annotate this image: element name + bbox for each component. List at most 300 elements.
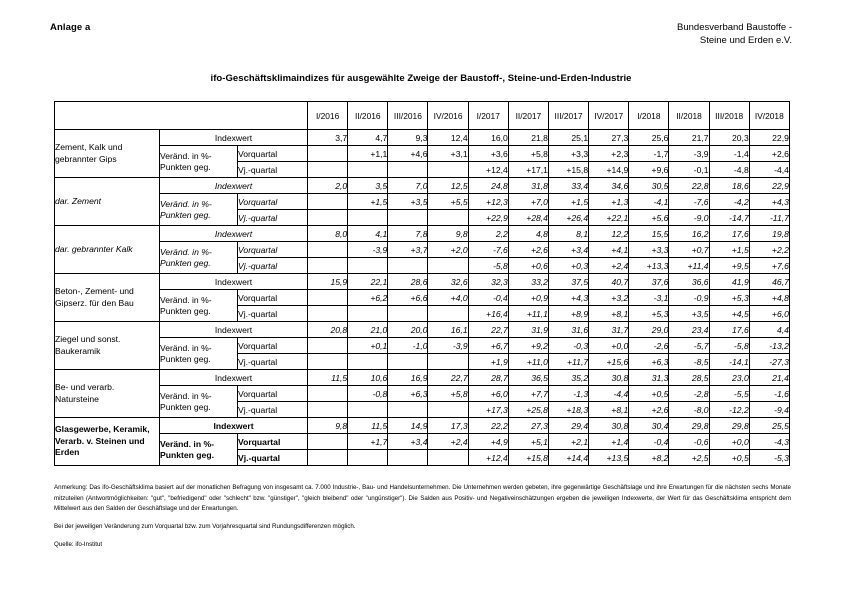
column-header-III-2016: III/2016	[388, 102, 428, 130]
cell-vorquartal-1-2: +3,5	[388, 194, 428, 210]
cell-index-1-2: 7,0	[388, 178, 428, 194]
cell-vjquartal-4-1	[348, 354, 388, 370]
data-table-container	[54, 101, 789, 466]
cell-index-2-7: 12,2	[589, 226, 629, 242]
column-header-III-2018: III/2018	[709, 102, 749, 130]
cell-vorquartal-0-0	[308, 146, 348, 162]
cell-index-3-6: 37,5	[548, 274, 588, 290]
cell-index-2-1: 4,1	[348, 226, 388, 242]
cell-index-0-1: 4,7	[348, 130, 388, 146]
cell-index-5-10: 23,0	[709, 370, 749, 386]
cell-vjquartal-5-2	[388, 402, 428, 418]
cell-vorquartal-1-3: +5,5	[428, 194, 468, 210]
cell-vorquartal-5-4: +6,0	[468, 386, 508, 402]
cell-vorquartal-0-4: +3,6	[468, 146, 508, 162]
cell-vjquartal-1-0	[308, 210, 348, 226]
cell-vorquartal-1-11: +4,3	[749, 194, 789, 210]
cell-vjquartal-1-2	[388, 210, 428, 226]
sublabel-indexwert-5: Indexwert	[160, 370, 308, 386]
cell-index-1-6: 33,4	[548, 178, 588, 194]
sublabel-vorquartal-5: Vorquartal	[238, 386, 308, 402]
organization-name	[677, 22, 792, 48]
cell-vorquartal-6-9: -0,6	[669, 434, 709, 450]
cell-index-3-0: 15,9	[308, 274, 348, 290]
cell-vorquartal-2-0	[308, 242, 348, 258]
sublabel-vorquartal-1: Vorquartal	[238, 194, 308, 210]
cell-vjquartal-0-9: -0,1	[669, 162, 709, 178]
cell-vorquartal-6-6: +2,1	[548, 434, 588, 450]
cell-vjquartal-0-3	[428, 162, 468, 178]
sublabel-veraenderung-1	[160, 194, 238, 226]
cell-vorquartal-1-6: +1,5	[548, 194, 588, 210]
cell-vorquartal-3-6: +4,3	[548, 290, 588, 306]
organization-line-1: Bundesverband Baustoffe -	[677, 22, 792, 33]
cell-vorquartal-3-4: -0,4	[468, 290, 508, 306]
cell-vjquartal-1-5: +28,4	[508, 210, 548, 226]
row-label-4: Ziegel und sonst. Baukeramik	[55, 322, 160, 370]
table-row	[55, 226, 790, 242]
cell-vorquartal-2-8: +3,3	[629, 242, 669, 258]
sublabel-vjquartal-6: Vj.-quartal	[238, 450, 308, 466]
cell-vorquartal-6-1: +1,7	[348, 434, 388, 450]
cell-vjquartal-4-7: +15,6	[589, 354, 629, 370]
cell-vorquartal-2-11: +2,2	[749, 242, 789, 258]
column-header-II-2016: II/2016	[348, 102, 388, 130]
cell-vjquartal-4-8: +6,3	[629, 354, 669, 370]
cell-vorquartal-2-1: -3,9	[348, 242, 388, 258]
cell-index-1-10: 18,6	[709, 178, 749, 194]
cell-vorquartal-2-10: +1,5	[709, 242, 749, 258]
veraenderung-line-2: Punkten geg.	[160, 161, 211, 172]
sublabel-veraenderung-6	[160, 434, 238, 466]
cell-index-6-11: 25,5	[749, 418, 789, 434]
cell-index-2-4: 2,2	[468, 226, 508, 242]
cell-vjquartal-1-7: +22,1	[589, 210, 629, 226]
cell-vorquartal-3-3: +4,0	[428, 290, 468, 306]
cell-index-2-9: 16,2	[669, 226, 709, 242]
cell-vorquartal-6-3: +2,4	[428, 434, 468, 450]
row-label-3: Beton-, Zement- und Gipserz. für den Bau	[55, 274, 160, 322]
table-header-row	[55, 102, 790, 130]
cell-vjquartal-6-8: +8,2	[629, 450, 669, 466]
cell-vorquartal-5-11: -1,6	[749, 386, 789, 402]
table-row	[55, 274, 790, 290]
cell-vjquartal-6-0	[308, 450, 348, 466]
cell-vjquartal-2-1	[348, 258, 388, 274]
table-row	[55, 194, 790, 210]
veraenderung-line-1: Veränd. in %-	[160, 294, 212, 305]
cell-vjquartal-6-10: +0,5	[709, 450, 749, 466]
sublabel-vjquartal-5: Vj.-quartal	[238, 402, 308, 418]
cell-vorquartal-6-10: +0,0	[709, 434, 749, 450]
table-header	[55, 102, 790, 130]
cell-index-5-9: 28,5	[669, 370, 709, 386]
cell-vorquartal-6-0	[308, 434, 348, 450]
cell-vorquartal-4-5: +9,2	[508, 338, 548, 354]
table-row	[55, 370, 790, 386]
cell-index-4-1: 21,0	[348, 322, 388, 338]
cell-vjquartal-3-11: +6,0	[749, 306, 789, 322]
cell-index-2-2: 7,8	[388, 226, 428, 242]
cell-vorquartal-0-7: +2,3	[589, 146, 629, 162]
table-row	[55, 146, 790, 162]
cell-vjquartal-5-1	[348, 402, 388, 418]
cell-index-0-2: 9,3	[388, 130, 428, 146]
cell-index-3-2: 28,6	[388, 274, 428, 290]
cell-vorquartal-6-4: +4,9	[468, 434, 508, 450]
cell-vjquartal-4-3	[428, 354, 468, 370]
cell-vjquartal-1-4: +22,9	[468, 210, 508, 226]
cell-vjquartal-6-11: -5,3	[749, 450, 789, 466]
cell-vorquartal-4-1: +0,1	[348, 338, 388, 354]
cell-index-2-11: 19,8	[749, 226, 789, 242]
cell-vjquartal-6-1	[348, 450, 388, 466]
cell-vorquartal-5-2: +6,3	[388, 386, 428, 402]
cell-index-3-11: 46,7	[749, 274, 789, 290]
sublabel-indexwert-2: Indexwert	[160, 226, 308, 242]
cell-index-6-0: 9,8	[308, 418, 348, 434]
row-label-0: Zement, Kalk und gebrannter Gips	[55, 130, 160, 178]
cell-vjquartal-4-9: -8,5	[669, 354, 709, 370]
cell-vorquartal-3-8: -3,1	[629, 290, 669, 306]
cell-vorquartal-4-7: +0,0	[589, 338, 629, 354]
cell-vjquartal-0-7: +14,9	[589, 162, 629, 178]
table-row	[55, 290, 790, 306]
cell-vjquartal-6-4: +12,4	[468, 450, 508, 466]
sublabel-indexwert-3: Indexwert	[160, 274, 308, 290]
cell-vjquartal-0-10: -4,8	[709, 162, 749, 178]
cell-index-3-5: 33,2	[508, 274, 548, 290]
cell-index-0-10: 20,3	[709, 130, 749, 146]
cell-index-4-10: 17,6	[709, 322, 749, 338]
cell-vjquartal-2-11: +7,6	[749, 258, 789, 274]
cell-index-0-8: 25,6	[629, 130, 669, 146]
row-label-2: dar. gebrannter Kalk	[55, 226, 160, 274]
veraenderung-line-1: Veränd. in %-	[160, 390, 212, 401]
cell-vjquartal-0-2	[388, 162, 428, 178]
cell-index-0-9: 21,7	[669, 130, 709, 146]
cell-vjquartal-4-4: +1,9	[468, 354, 508, 370]
cell-index-1-4: 24,8	[468, 178, 508, 194]
cell-vorquartal-3-5: +0,9	[508, 290, 548, 306]
veraenderung-line-2: Punkten geg.	[160, 401, 211, 412]
cell-vjquartal-0-11: -4,4	[749, 162, 789, 178]
cell-vorquartal-4-2: -1,0	[388, 338, 428, 354]
cell-vorquartal-1-4: +12,3	[468, 194, 508, 210]
sublabel-vjquartal-4: Vj.-quartal	[238, 354, 308, 370]
cell-index-6-2: 14,9	[388, 418, 428, 434]
table-row	[55, 418, 790, 434]
cell-vorquartal-6-8: -0,4	[629, 434, 669, 450]
cell-vjquartal-5-5: +25,8	[508, 402, 548, 418]
cell-vjquartal-5-4: +17,3	[468, 402, 508, 418]
table-row	[55, 434, 790, 450]
footnotes	[54, 483, 791, 550]
cell-vorquartal-5-0	[308, 386, 348, 402]
veraenderung-line-1: Veränd. in %-	[160, 150, 212, 161]
cell-vorquartal-1-5: +7,0	[508, 194, 548, 210]
cell-index-6-3: 17,3	[428, 418, 468, 434]
cell-index-2-8: 15,5	[629, 226, 669, 242]
header-blank-cell	[55, 102, 308, 130]
cell-index-4-9: 23,4	[669, 322, 709, 338]
table-row	[55, 322, 790, 338]
cell-index-4-8: 29,0	[629, 322, 669, 338]
cell-vjquartal-6-3	[428, 450, 468, 466]
cell-vjquartal-1-10: -14,7	[709, 210, 749, 226]
cell-vorquartal-2-5: +2,6	[508, 242, 548, 258]
cell-vorquartal-2-7: +4,1	[589, 242, 629, 258]
cell-vorquartal-5-8: +0,5	[629, 386, 669, 402]
cell-vjquartal-5-9: -8,0	[669, 402, 709, 418]
cell-index-6-7: 30,8	[589, 418, 629, 434]
cell-vjquartal-2-7: +2,4	[589, 258, 629, 274]
cell-vjquartal-2-10: +9,5	[709, 258, 749, 274]
sublabel-indexwert-0: Indexwert	[160, 130, 308, 146]
cell-vorquartal-2-3: +2,0	[428, 242, 468, 258]
column-header-IV-2016: IV/2016	[428, 102, 468, 130]
sublabel-vjquartal-0: Vj.-quartal	[238, 162, 308, 178]
cell-vorquartal-6-7: +1,4	[589, 434, 629, 450]
table-row	[55, 242, 790, 258]
cell-vjquartal-3-10: +4,5	[709, 306, 749, 322]
cell-index-5-4: 28,7	[468, 370, 508, 386]
cell-index-3-9: 36,6	[669, 274, 709, 290]
cell-vjquartal-4-5: +11,0	[508, 354, 548, 370]
sublabel-vjquartal-2: Vj.-quartal	[238, 258, 308, 274]
cell-index-3-7: 40,7	[589, 274, 629, 290]
cell-vjquartal-3-3	[428, 306, 468, 322]
cell-index-5-11: 21,4	[749, 370, 789, 386]
veraenderung-line-1: Veränd. in %-	[160, 246, 212, 257]
cell-index-1-5: 31,8	[508, 178, 548, 194]
cell-index-2-5: 4,8	[508, 226, 548, 242]
cell-index-4-0: 20,8	[308, 322, 348, 338]
cell-index-6-5: 27,3	[508, 418, 548, 434]
cell-vorquartal-4-3: -3,9	[428, 338, 468, 354]
column-header-I-2018: I/2018	[629, 102, 669, 130]
table-row	[55, 386, 790, 402]
cell-vorquartal-0-10: -1,4	[709, 146, 749, 162]
cell-index-2-10: 17,6	[709, 226, 749, 242]
cell-vjquartal-4-2	[388, 354, 428, 370]
cell-index-1-0: 2,0	[308, 178, 348, 194]
cell-vorquartal-3-2: +6,6	[388, 290, 428, 306]
ifo-index-table	[54, 101, 790, 466]
footnote-source: Quelle: ifo-Institut	[54, 540, 103, 548]
cell-vjquartal-3-9: +3,5	[669, 306, 709, 322]
cell-index-4-2: 20,0	[388, 322, 428, 338]
cell-vorquartal-0-3: +3,1	[428, 146, 468, 162]
cell-vorquartal-6-5: +5,1	[508, 434, 548, 450]
cell-vorquartal-0-9: -3,9	[669, 146, 709, 162]
cell-vjquartal-0-1	[348, 162, 388, 178]
cell-vorquartal-2-4: -7,6	[468, 242, 508, 258]
cell-index-3-1: 22,1	[348, 274, 388, 290]
cell-index-6-1: 11,5	[348, 418, 388, 434]
document-header	[50, 22, 792, 48]
cell-index-6-9: 29,8	[669, 418, 709, 434]
organization-line-2: Steine und Erden e.V.	[699, 34, 792, 46]
cell-vorquartal-3-0	[308, 290, 348, 306]
veraenderung-line-2: Punkten geg.	[160, 257, 211, 268]
cell-index-6-10: 29,8	[709, 418, 749, 434]
cell-vorquartal-4-6: -0,3	[548, 338, 588, 354]
cell-vorquartal-0-2: +4,6	[388, 146, 428, 162]
cell-index-1-1: 3,5	[348, 178, 388, 194]
cell-vorquartal-1-1: +1,5	[348, 194, 388, 210]
sublabel-vorquartal-2: Vorquartal	[238, 242, 308, 258]
veraenderung-line-1: Veränd. in %-	[160, 438, 214, 449]
cell-index-3-8: 37,6	[629, 274, 669, 290]
cell-vorquartal-2-2: +3,7	[388, 242, 428, 258]
cell-vjquartal-6-5: +15,8	[508, 450, 548, 466]
cell-index-1-7: 34,6	[589, 178, 629, 194]
column-header-I-2016: I/2016	[308, 102, 348, 130]
cell-index-4-5: 31,9	[508, 322, 548, 338]
cell-vorquartal-0-5: +5,8	[508, 146, 548, 162]
cell-vorquartal-3-7: +3,2	[589, 290, 629, 306]
cell-vjquartal-3-6: +8,9	[548, 306, 588, 322]
column-header-III-2017: III/2017	[548, 102, 588, 130]
cell-index-5-0: 11,5	[308, 370, 348, 386]
cell-vorquartal-5-10: -5,5	[709, 386, 749, 402]
cell-vorquartal-2-9: +0,7	[669, 242, 709, 258]
cell-index-0-7: 27,3	[589, 130, 629, 146]
cell-index-0-6: 25,1	[548, 130, 588, 146]
cell-index-1-9: 22,8	[669, 178, 709, 194]
cell-vjquartal-1-8: +5,6	[629, 210, 669, 226]
sublabel-veraenderung-2	[160, 242, 238, 274]
cell-index-2-3: 9,8	[428, 226, 468, 242]
cell-vorquartal-4-0	[308, 338, 348, 354]
veraenderung-line-1: Veränd. in %-	[160, 342, 212, 353]
cell-vjquartal-5-8: +2,6	[629, 402, 669, 418]
cell-vjquartal-0-5: +17,1	[508, 162, 548, 178]
sublabel-vorquartal-6: Vorquartal	[238, 434, 308, 450]
table-body	[55, 130, 790, 466]
sublabel-vorquartal-3: Vorquartal	[238, 290, 308, 306]
cell-vjquartal-6-2	[388, 450, 428, 466]
cell-vorquartal-5-9: -2,8	[669, 386, 709, 402]
cell-index-1-3: 12,5	[428, 178, 468, 194]
row-label-1: dar. Zement	[55, 178, 160, 226]
sublabel-veraenderung-3	[160, 290, 238, 322]
cell-vjquartal-1-9: -9,0	[669, 210, 709, 226]
cell-vjquartal-4-6: +11,7	[548, 354, 588, 370]
sublabel-vjquartal-1: Vj.-quartal	[238, 210, 308, 226]
veraenderung-line-2: Punkten geg.	[160, 305, 211, 316]
cell-vorquartal-4-11: -13,2	[749, 338, 789, 354]
cell-vorquartal-4-8: -2,6	[629, 338, 669, 354]
cell-vjquartal-2-2	[388, 258, 428, 274]
cell-index-0-0: 3,7	[308, 130, 348, 146]
cell-index-5-5: 36,5	[508, 370, 548, 386]
cell-vorquartal-5-6: -1,3	[548, 386, 588, 402]
cell-index-4-7: 31,7	[589, 322, 629, 338]
cell-vjquartal-5-6: +18,3	[548, 402, 588, 418]
cell-vorquartal-0-11: +2,6	[749, 146, 789, 162]
cell-vjquartal-2-5: +0,6	[508, 258, 548, 274]
cell-vjquartal-1-11: -11,7	[749, 210, 789, 226]
cell-vorquartal-3-9: -0,9	[669, 290, 709, 306]
cell-vorquartal-1-9: -7,6	[669, 194, 709, 210]
cell-vorquartal-1-0	[308, 194, 348, 210]
cell-vjquartal-4-11: -27,3	[749, 354, 789, 370]
cell-vjquartal-5-7: +8,1	[589, 402, 629, 418]
sublabel-veraenderung-4	[160, 338, 238, 370]
sublabel-indexwert-6: Indexwert	[160, 418, 308, 434]
cell-index-6-6: 29,4	[548, 418, 588, 434]
cell-vjquartal-1-1	[348, 210, 388, 226]
cell-vorquartal-3-11: +4,8	[749, 290, 789, 306]
cell-index-1-11: 22,9	[749, 178, 789, 194]
cell-vjquartal-5-3	[428, 402, 468, 418]
veraenderung-line-1: Veränd. in %-	[160, 198, 212, 209]
cell-vorquartal-0-8: -1,7	[629, 146, 669, 162]
cell-vjquartal-3-8: +5,3	[629, 306, 669, 322]
annex-label: Anlage a	[50, 22, 91, 33]
column-header-I-2017: I/2017	[468, 102, 508, 130]
column-header-IV-2018: IV/2018	[749, 102, 789, 130]
cell-vjquartal-6-7: +13,5	[589, 450, 629, 466]
column-header-II-2018: II/2018	[669, 102, 709, 130]
cell-vorquartal-3-1: +6,2	[348, 290, 388, 306]
cell-vjquartal-2-6: +0,3	[548, 258, 588, 274]
cell-index-4-11: 4,4	[749, 322, 789, 338]
cell-vorquartal-5-5: +7,7	[508, 386, 548, 402]
cell-vjquartal-0-8: +9,6	[629, 162, 669, 178]
cell-index-4-6: 31,6	[548, 322, 588, 338]
cell-index-4-3: 16,1	[428, 322, 468, 338]
sublabel-indexwert-4: Indexwert	[160, 322, 308, 338]
cell-vorquartal-4-10: -5,8	[709, 338, 749, 354]
cell-index-2-6: 8,1	[548, 226, 588, 242]
cell-index-5-2: 16,9	[388, 370, 428, 386]
column-header-IV-2017: IV/2017	[589, 102, 629, 130]
veraenderung-line-2: Punkten geg.	[160, 449, 214, 460]
cell-vorquartal-0-6: +3,3	[548, 146, 588, 162]
cell-vjquartal-2-9: +11,4	[669, 258, 709, 274]
cell-vjquartal-3-5: +11,1	[508, 306, 548, 322]
cell-index-3-4: 32,3	[468, 274, 508, 290]
sublabel-indexwert-1: Indexwert	[160, 178, 308, 194]
cell-vjquartal-2-8: +13,3	[629, 258, 669, 274]
cell-vjquartal-0-0	[308, 162, 348, 178]
veraenderung-line-2: Punkten geg.	[160, 353, 211, 364]
cell-index-6-4: 22,2	[468, 418, 508, 434]
cell-vorquartal-6-11: -4,3	[749, 434, 789, 450]
cell-vjquartal-3-4: +16,4	[468, 306, 508, 322]
cell-vjquartal-3-7: +8,1	[589, 306, 629, 322]
cell-index-4-4: 22,7	[468, 322, 508, 338]
cell-vjquartal-4-10: -14,1	[709, 354, 749, 370]
sublabel-vorquartal-4: Vorquartal	[238, 338, 308, 354]
cell-vorquartal-5-3: +5,8	[428, 386, 468, 402]
cell-vjquartal-5-0	[308, 402, 348, 418]
cell-vjquartal-2-0	[308, 258, 348, 274]
cell-index-3-3: 32,6	[428, 274, 468, 290]
sublabel-veraenderung-0	[160, 146, 238, 178]
cell-vorquartal-1-8: -4,1	[629, 194, 669, 210]
cell-index-5-1: 10,6	[348, 370, 388, 386]
row-label-5: Be- und verarb. Natursteine	[55, 370, 160, 418]
cell-vjquartal-3-1	[348, 306, 388, 322]
veraenderung-line-2: Punkten geg.	[160, 209, 211, 220]
table-row	[55, 338, 790, 354]
cell-vjquartal-1-6: +26,4	[548, 210, 588, 226]
cell-vjquartal-1-3	[428, 210, 468, 226]
